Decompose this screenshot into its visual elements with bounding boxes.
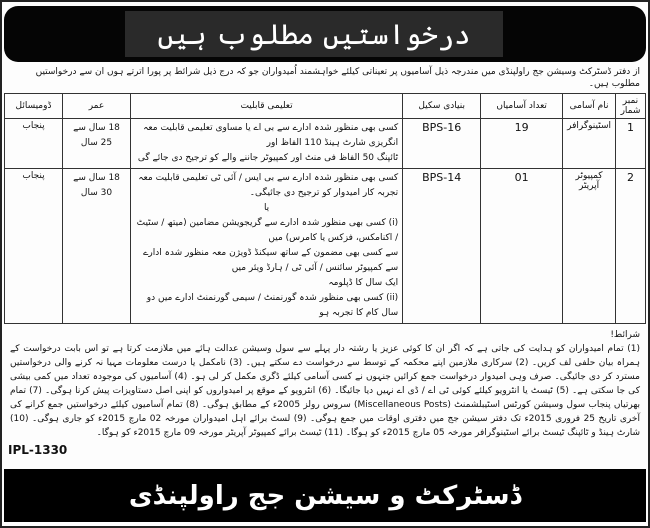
qualification-line: کسی بھی منظور شدہ ادارے سے بی ایس / آئی ٹی تعلیمی قابلیت معہ تجربہ کار امیدوار کو ترجیح دی جائیگی۔	[138, 173, 399, 198]
post-name: اسٹینوگرافر	[563, 119, 616, 169]
qualification-line: (ii) کسی بھی منظور شدہ گورنمنٹ / سیمی گورنمنٹ ادارے میں دو سال کام کا تجربہ ہو	[146, 293, 399, 318]
header-banner	[4, 6, 646, 62]
pay-scale: BPS-14	[403, 169, 481, 324]
footer-banner	[4, 469, 646, 522]
conditions-heading: شرائط!	[610, 330, 640, 340]
col-post: نام آسامی	[563, 94, 616, 119]
age-min: 18 سال سے	[73, 173, 120, 183]
ad-code: IPL-1330	[8, 443, 68, 457]
qualification	[131, 119, 403, 169]
domicile: پنجاب	[5, 169, 63, 324]
table-header-row	[5, 94, 646, 119]
qualification-line: کسی بھی منظور شدہ ادارے سے بی اے یا مساوی تعلیمی قابلیت معہ انگریزی شارٹ ہینڈ 110 الفاظ اور	[143, 123, 399, 148]
age-limit	[63, 119, 131, 169]
vacancies-table	[4, 93, 646, 324]
domicile: پنجاب	[5, 119, 63, 169]
qualification-line: ایک سال کا ڈپلومہ	[328, 278, 399, 288]
post-count: 01	[481, 169, 563, 324]
table-row	[5, 119, 646, 169]
col-domicile: ڈومیسائل	[5, 94, 63, 119]
col-qualification: تعلیمی قابلیت	[131, 94, 403, 119]
age-limit	[63, 169, 131, 324]
serial: 1	[616, 119, 646, 169]
post-name: کمپیوٹر آپریٹر	[563, 169, 616, 324]
age-min: 18 سال سے	[73, 123, 120, 133]
post-count: 19	[481, 119, 563, 169]
col-scale: بنیادی سکیل	[403, 94, 481, 119]
age-max: 30 سال	[80, 188, 113, 198]
qualification-line: (i) کسی بھی منظور شدہ ادارے سے گریجویشن مضامین (میتھ / سٹیٹ / اکنامکس، فزکس یا کامرس) میں	[136, 218, 399, 243]
qualification-line: یا	[263, 203, 270, 213]
conditions-text: (1) تمام امیدواران کو ہدایت کی جاتی ہے کہ اگر ان کا کوئی عزیز یا رشتہ دار پہلے سے سول وسیشن عدالت ہائے میں ملازمت کرتا ہے تو اس بابت درخواست کے ہمراہ بیان حلفی لف کریں۔ (2) سرکاری ملازمین اپنے محکمہ کے توسط سے درخواست دے سکتے ہیں۔ (3) نامکمل یا درست معلومات مہیا نہ کرنے والی درخواستیں مسترد کر دی جائیگی۔ صرف وہی امیدوار درخواست جمع کرائیں جنہوں نے کسی آسامی کیلئے ڈگری مکمل کر لی ہو۔ (4) آسامیوں کی موجودہ تعداد میں کمی بیشی کی جا سکتی ہے۔ (5) ٹیسٹ یا انٹرویو کیلئے کوئی ٹی اے / ڈی اے نہیں دیا جائیگا۔ (6) انٹرویو کے موقع پر امیدواروں کو اپنی اصل دستاویزات پیش کرنا ہوگی۔ (7) تمام بھرتیاں پنجاب سول وسیشن کورٹس اسٹیبلشمنٹ (Miscellaneous Posts) سروس رولز 2005ء کے مطابق ہوگی۔ (8) تمام آسامیوں کیلئے درخواستیں جمع کرانے کی آخری تاریخ 25 فروری 2015ء تک دفتر سیشن جج میں دفتری اوقات میں جمع ہوگی۔ (9) لسٹ برائے اہل امیدواران مورخہ 02 مارچ 2015ء کو جاری ہوگی۔ (10) شارٹ ہینڈ و ٹائپنگ ٹیسٹ برائے اسٹینوگرافر مورخہ 05 مارچ 2015ء کو ہوگا۔ (11) ٹیسٹ برائے کمپیوٹر آپریٹر مورخہ 09 مارچ 2015ء کو ہوگا۔	[10, 344, 641, 438]
qualification-line: سے کسی بھی مضمون کے ساتھ سیکنڈ ڈویژن معہ منظور شدہ ادارے سے کمپیوٹر سائنس / آئی ٹی / ہارڈ ویئر میں	[143, 248, 399, 273]
qualification	[131, 169, 403, 324]
intro-text: از دفتر ڈسٹرکٹ وسیشن جج راولپنڈی میں مندرجہ ذیل آسامیوں پر تعیناتی کیلئے خواہشمند اُمیدواران جو کہ درج ذیل شرائط پر پورا اترتے ہوں ان سے درخواستیں مطلوب ہیں۔	[35, 67, 640, 89]
col-age: عمر	[63, 94, 131, 119]
pay-scale: BPS-16	[403, 119, 481, 169]
serial: 2	[616, 169, 646, 324]
table-row	[5, 169, 646, 324]
issuer-name: ڈسٹرکٹ و سیشن جج راولپنڈی	[128, 480, 522, 511]
age-max: 25 سال	[80, 138, 113, 148]
header-title: درخواستیں مطلوب ہیں	[157, 17, 471, 51]
header-title-box	[125, 11, 503, 57]
col-count: تعداد آسامیاں	[481, 94, 563, 119]
col-serial: نمبر شمار	[616, 94, 646, 119]
qualification-line: ٹائپنگ 50 الفاظ فی منٹ اور کمپیوٹر جاننے والے کو ترجیح دی جائے گی	[137, 153, 399, 163]
